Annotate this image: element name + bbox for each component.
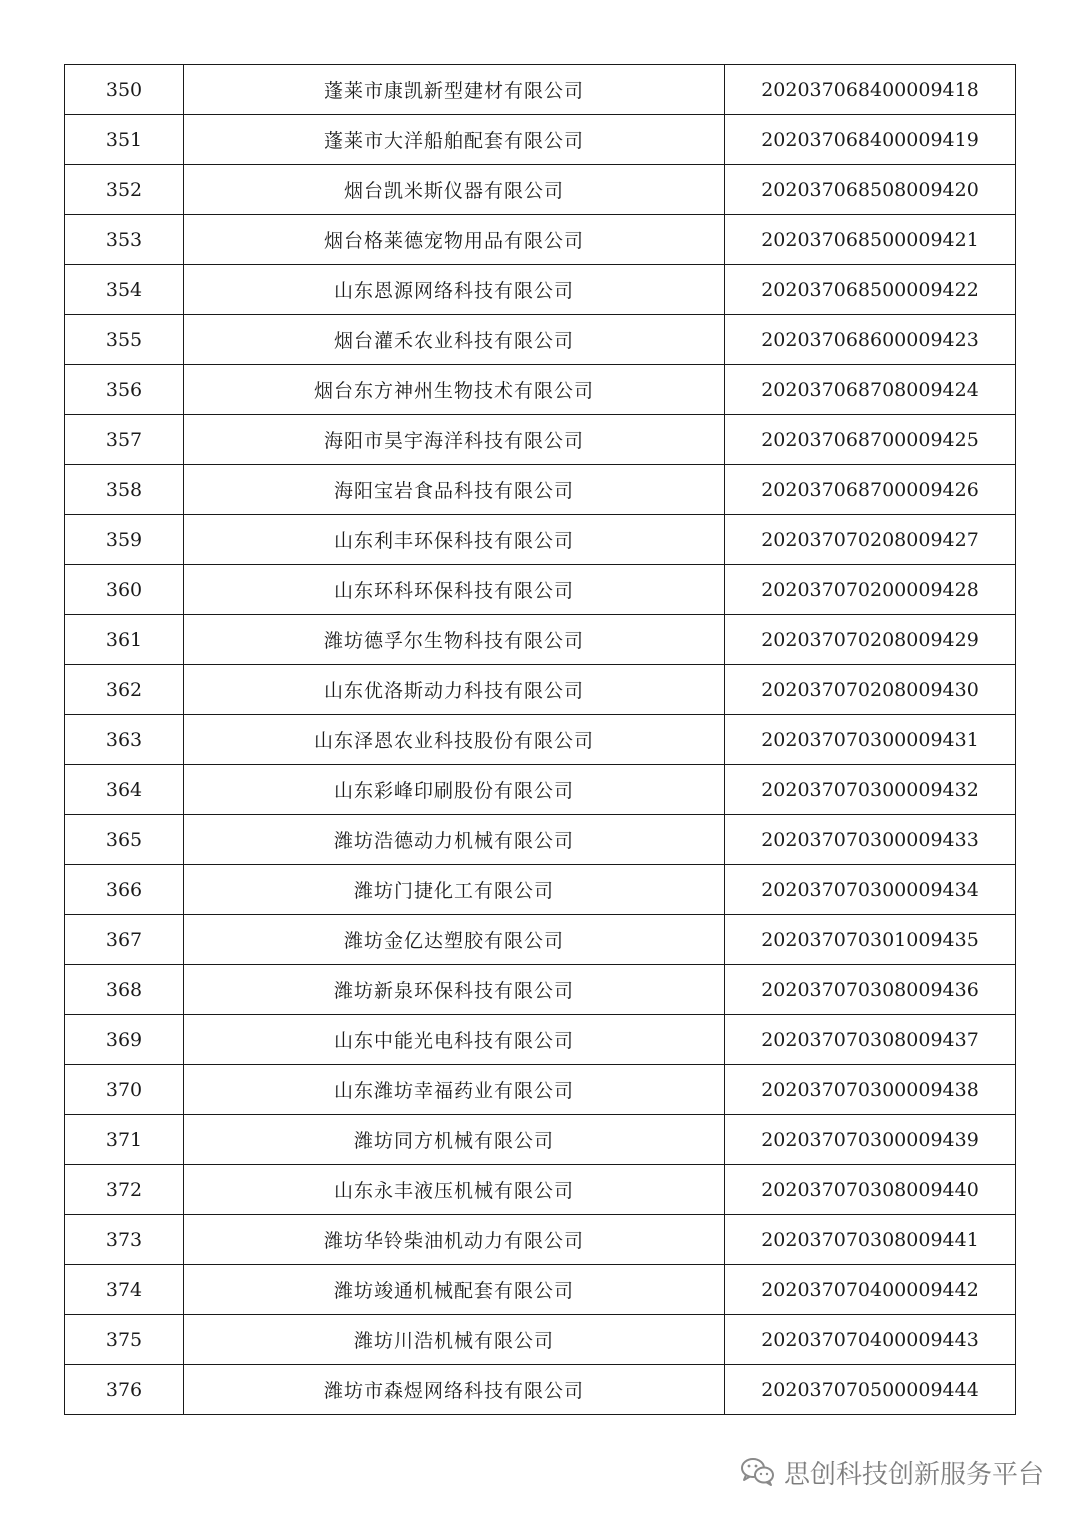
company-name: 山东潍坊幸福药业有限公司 bbox=[184, 1065, 725, 1115]
table-row bbox=[65, 165, 1016, 215]
company-name: 烟台东方神州生物技术有限公司 bbox=[184, 365, 725, 415]
table-row bbox=[65, 965, 1016, 1015]
registration-code: 202037070500009444 bbox=[725, 1365, 1016, 1415]
table-row bbox=[65, 565, 1016, 615]
row-number: 357 bbox=[65, 415, 184, 465]
registration-code: 202037068700009426 bbox=[725, 465, 1016, 515]
table-row bbox=[65, 915, 1016, 965]
row-number: 367 bbox=[65, 915, 184, 965]
registration-code: 202037068600009423 bbox=[725, 315, 1016, 365]
row-number: 372 bbox=[65, 1165, 184, 1215]
registration-code: 202037068700009425 bbox=[725, 415, 1016, 465]
registration-code: 202037070300009438 bbox=[725, 1065, 1016, 1115]
table-row bbox=[65, 1315, 1016, 1365]
row-number: 373 bbox=[65, 1215, 184, 1265]
registration-code: 202037070308009436 bbox=[725, 965, 1016, 1015]
row-number: 355 bbox=[65, 315, 184, 365]
table-row bbox=[65, 865, 1016, 915]
registration-code: 202037070208009430 bbox=[725, 665, 1016, 715]
table-row bbox=[65, 615, 1016, 665]
company-name: 山东中能光电科技有限公司 bbox=[184, 1015, 725, 1065]
registration-code: 202037070308009437 bbox=[725, 1015, 1016, 1065]
row-number: 366 bbox=[65, 865, 184, 915]
row-number: 351 bbox=[65, 115, 184, 165]
company-name: 山东优洛斯动力科技有限公司 bbox=[184, 665, 725, 715]
row-number: 368 bbox=[65, 965, 184, 1015]
company-name: 山东恩源网络科技有限公司 bbox=[184, 265, 725, 315]
registration-code: 202037070300009439 bbox=[725, 1115, 1016, 1165]
table-row bbox=[65, 365, 1016, 415]
watermark-text: 思创科技创新服务平台 bbox=[783, 1459, 1044, 1490]
registration-code: 202037070400009443 bbox=[725, 1315, 1016, 1365]
table-row bbox=[65, 215, 1016, 265]
table-row bbox=[65, 465, 1016, 515]
registration-code: 202037070300009434 bbox=[725, 865, 1016, 915]
registration-code: 202037068400009418 bbox=[725, 65, 1016, 115]
company-name: 潍坊竣通机械配套有限公司 bbox=[184, 1265, 725, 1315]
row-number: 354 bbox=[65, 265, 184, 315]
row-number: 363 bbox=[65, 715, 184, 765]
row-number: 360 bbox=[65, 565, 184, 615]
registration-code: 202037068400009419 bbox=[725, 115, 1016, 165]
registration-code: 202037068500009421 bbox=[725, 215, 1016, 265]
row-number: 371 bbox=[65, 1115, 184, 1165]
row-number: 362 bbox=[65, 665, 184, 715]
table-row bbox=[65, 1015, 1016, 1065]
table-row bbox=[65, 1265, 1016, 1315]
registration-code: 202037070400009442 bbox=[725, 1265, 1016, 1315]
company-name: 山东永丰液压机械有限公司 bbox=[184, 1165, 725, 1215]
row-number: 370 bbox=[65, 1065, 184, 1115]
company-name: 烟台灌禾农业科技有限公司 bbox=[184, 315, 725, 365]
company-name: 潍坊门捷化工有限公司 bbox=[184, 865, 725, 915]
row-number: 359 bbox=[65, 515, 184, 565]
table-row bbox=[65, 265, 1016, 315]
table-row bbox=[65, 115, 1016, 165]
row-number: 365 bbox=[65, 815, 184, 865]
table-row bbox=[65, 715, 1016, 765]
company-name: 山东彩峰印刷股份有限公司 bbox=[184, 765, 725, 815]
row-number: 352 bbox=[65, 165, 184, 215]
table-row bbox=[65, 1365, 1016, 1415]
table-row bbox=[65, 765, 1016, 815]
table-row bbox=[65, 1115, 1016, 1165]
registration-code: 202037068500009422 bbox=[725, 265, 1016, 315]
table-body bbox=[65, 65, 1016, 1415]
company-name: 海阳市昊宇海洋科技有限公司 bbox=[184, 415, 725, 465]
company-list-table bbox=[64, 64, 1016, 1415]
company-name: 潍坊同方机械有限公司 bbox=[184, 1115, 725, 1165]
row-number: 356 bbox=[65, 365, 184, 415]
row-number: 353 bbox=[65, 215, 184, 265]
company-name: 山东环科环保科技有限公司 bbox=[184, 565, 725, 615]
company-name: 潍坊华铃柴油机动力有限公司 bbox=[184, 1215, 725, 1265]
company-name: 潍坊浩德动力机械有限公司 bbox=[184, 815, 725, 865]
watermark bbox=[740, 1452, 1044, 1492]
table-row bbox=[65, 415, 1016, 465]
company-name: 潍坊新泉环保科技有限公司 bbox=[184, 965, 725, 1015]
registration-code: 202037070300009431 bbox=[725, 715, 1016, 765]
registration-code: 202037070200009428 bbox=[725, 565, 1016, 615]
company-name: 山东泽恩农业科技股份有限公司 bbox=[184, 715, 725, 765]
row-number: 374 bbox=[65, 1265, 184, 1315]
table-row bbox=[65, 315, 1016, 365]
table-row bbox=[65, 65, 1016, 115]
registration-code: 202037070308009440 bbox=[725, 1165, 1016, 1215]
registration-code: 202037068508009420 bbox=[725, 165, 1016, 215]
registration-code: 202037070308009441 bbox=[725, 1215, 1016, 1265]
row-number: 369 bbox=[65, 1015, 184, 1065]
registration-code: 202037070300009433 bbox=[725, 815, 1016, 865]
company-name: 山东利丰环保科技有限公司 bbox=[184, 515, 725, 565]
company-name: 蓬莱市大洋船舶配套有限公司 bbox=[184, 115, 725, 165]
row-number: 361 bbox=[65, 615, 184, 665]
row-number: 375 bbox=[65, 1315, 184, 1365]
table-row bbox=[65, 515, 1016, 565]
company-name: 潍坊市森煜网络科技有限公司 bbox=[184, 1365, 725, 1415]
row-number: 350 bbox=[65, 65, 184, 115]
company-name: 烟台格莱德宠物用品有限公司 bbox=[184, 215, 725, 265]
table-row bbox=[65, 1215, 1016, 1265]
registration-code: 202037068708009424 bbox=[725, 365, 1016, 415]
row-number: 364 bbox=[65, 765, 184, 815]
company-name: 潍坊川浩机械有限公司 bbox=[184, 1315, 725, 1365]
table-row bbox=[65, 815, 1016, 865]
company-name: 潍坊德孚尔生物科技有限公司 bbox=[184, 615, 725, 665]
company-name: 蓬莱市康凯新型建材有限公司 bbox=[184, 65, 725, 115]
company-name: 海阳宝岩食品科技有限公司 bbox=[184, 465, 725, 515]
registration-code: 202037070208009429 bbox=[725, 615, 1016, 665]
table-row bbox=[65, 1065, 1016, 1115]
registration-code: 202037070208009427 bbox=[725, 515, 1016, 565]
wechat-icon bbox=[740, 1457, 776, 1487]
table-row bbox=[65, 1165, 1016, 1215]
table-row bbox=[65, 665, 1016, 715]
row-number: 376 bbox=[65, 1365, 184, 1415]
company-name: 潍坊金亿达塑胶有限公司 bbox=[184, 915, 725, 965]
row-number: 358 bbox=[65, 465, 184, 515]
registration-code: 202037070301009435 bbox=[725, 915, 1016, 965]
registration-code: 202037070300009432 bbox=[725, 765, 1016, 815]
company-name: 烟台凯米斯仪器有限公司 bbox=[184, 165, 725, 215]
